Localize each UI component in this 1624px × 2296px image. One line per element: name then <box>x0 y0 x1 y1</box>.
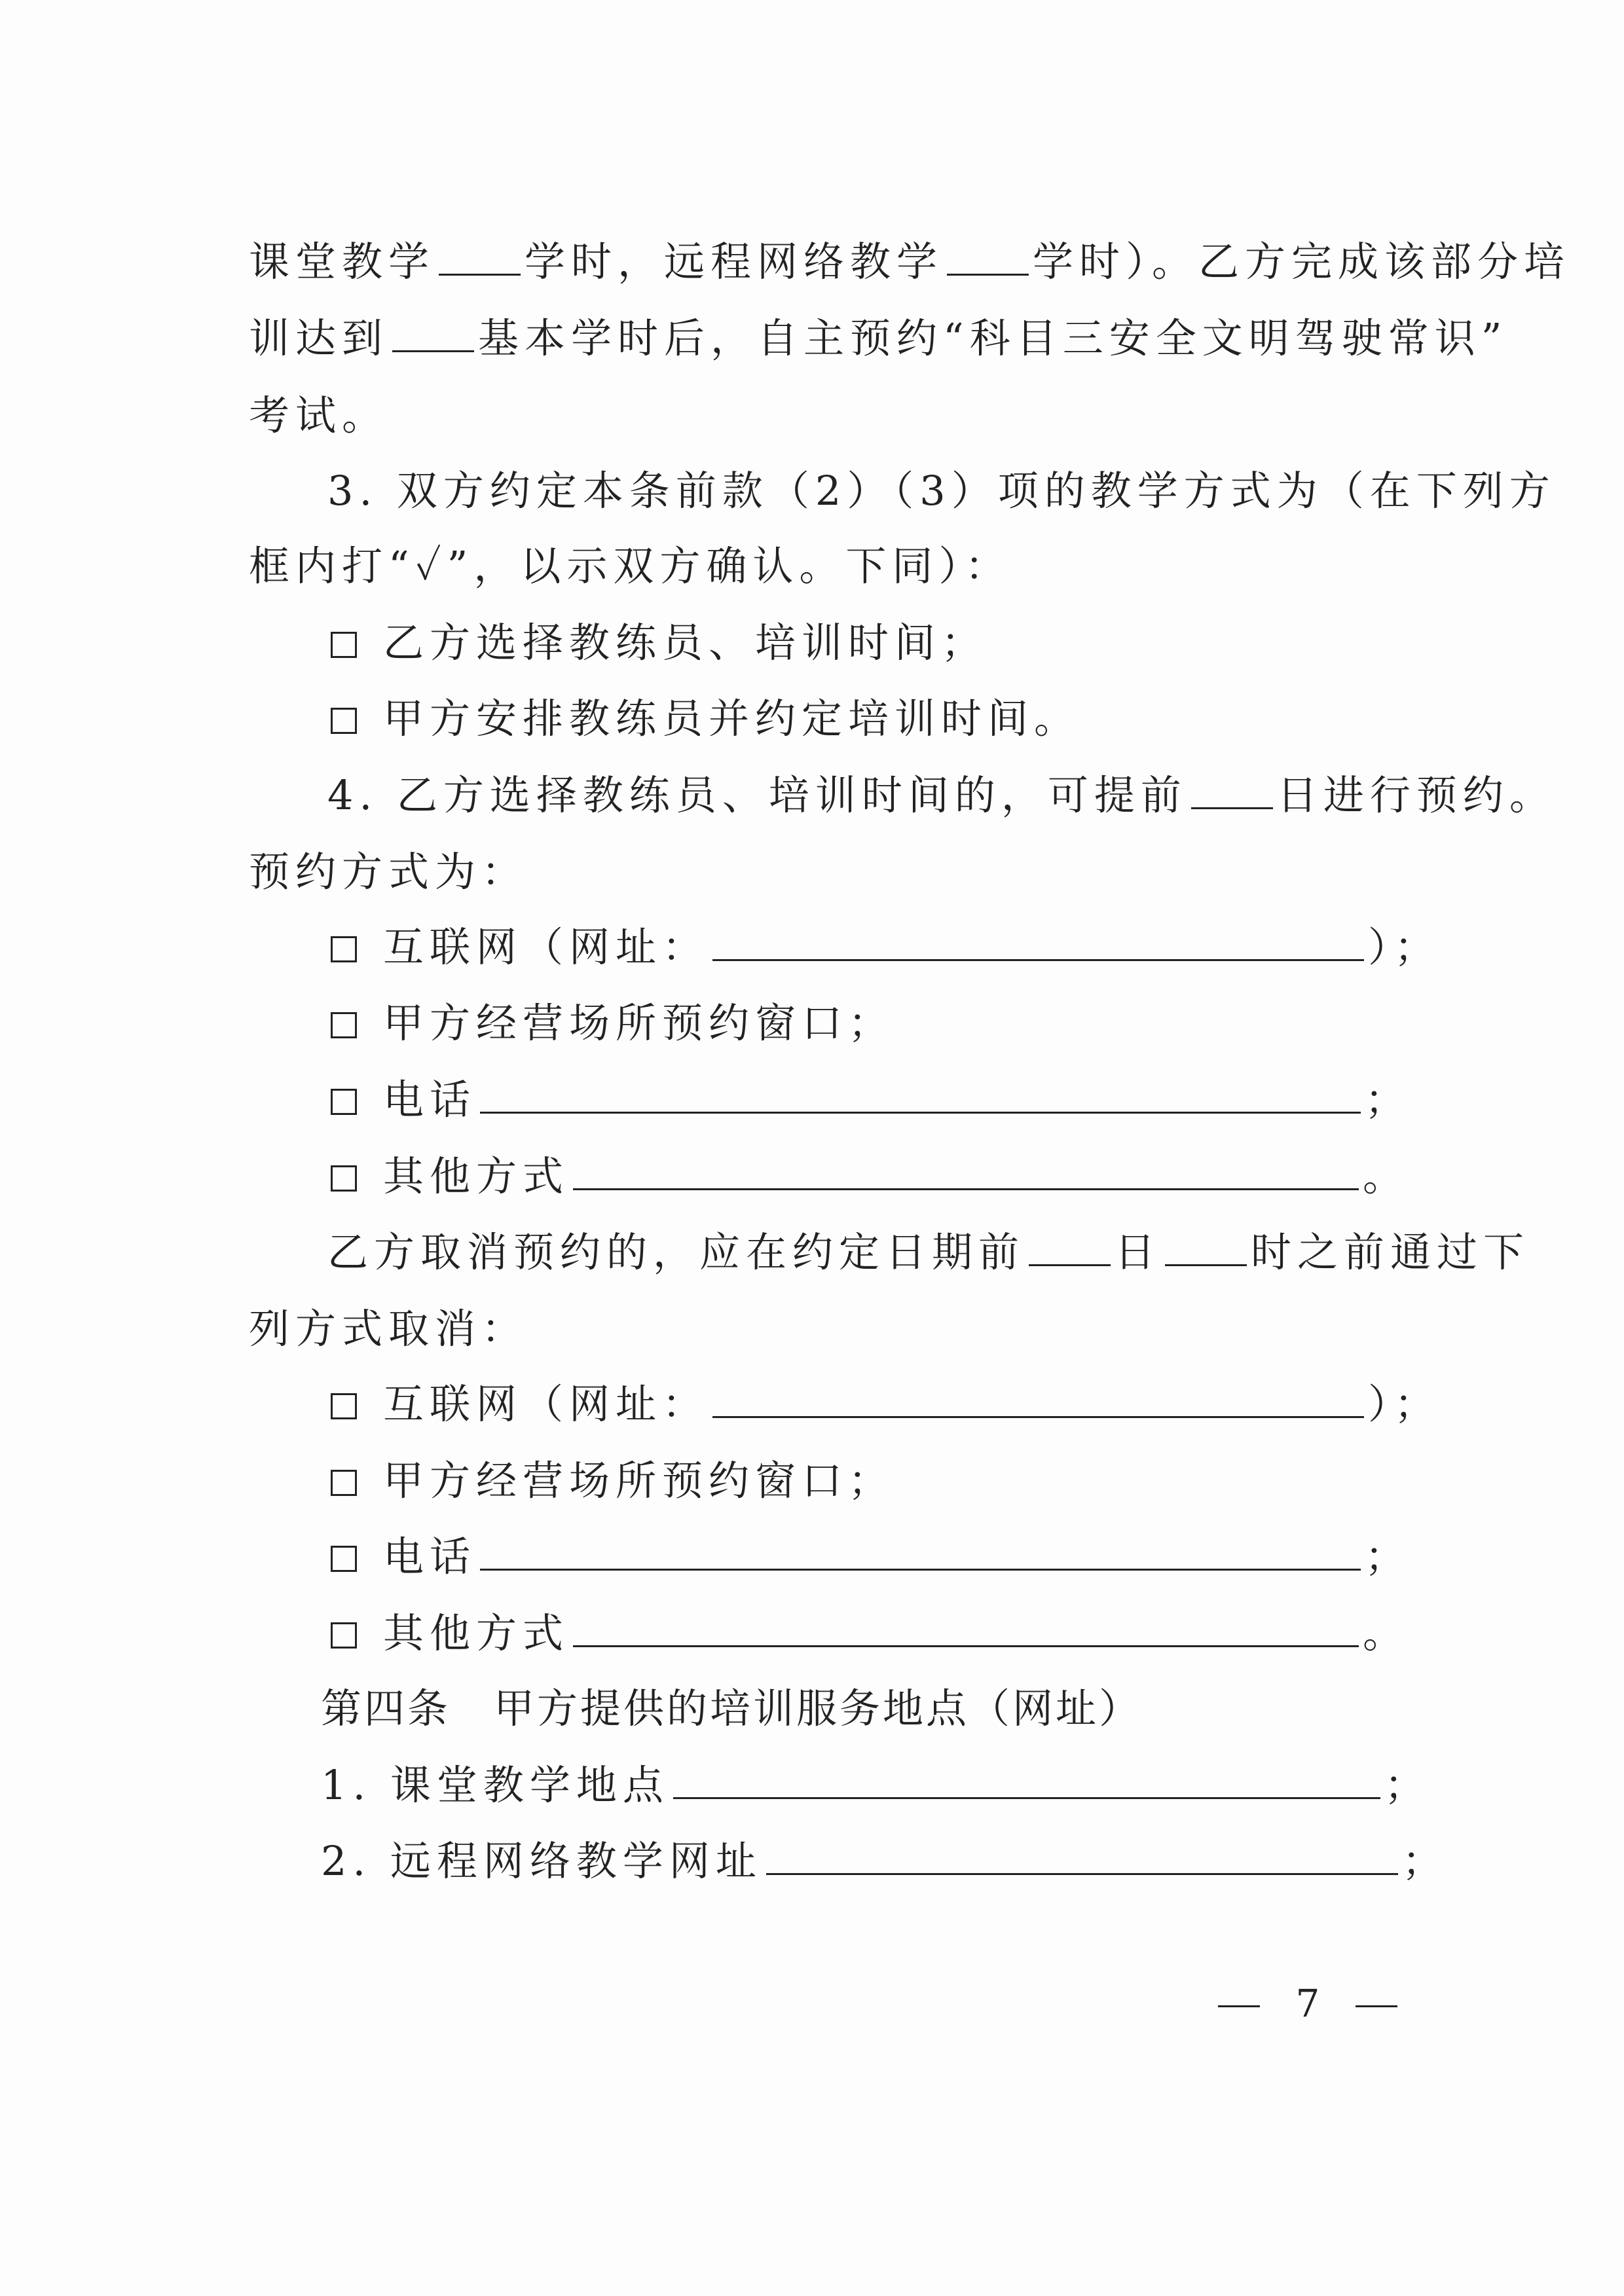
blank-booking-phone[interactable] <box>480 1078 1361 1114</box>
cancel-option-window <box>331 1451 895 1510</box>
checkbox-cancel-internet[interactable] <box>331 1393 357 1419</box>
text-day: 日 <box>1115 1228 1162 1276</box>
checkbox-student-chooses[interactable] <box>331 632 357 658</box>
cancel-methods-label: 列方式取消： <box>249 1305 528 1353</box>
option-suffix: ； <box>1384 1761 1431 1809</box>
cancel-line-1 <box>327 1223 1530 1282</box>
booking-methods-label: 预约方式为： <box>249 848 528 896</box>
text-cancel-via: 时之前通过下 <box>1251 1228 1530 1276</box>
checkbox-cancel-window[interactable] <box>331 1470 357 1496</box>
blank-booking-other[interactable] <box>573 1154 1359 1190</box>
remote-url-line <box>321 1832 1449 1891</box>
paragraph-line-2 <box>249 309 1507 368</box>
checkbox-booking-phone[interactable] <box>331 1089 357 1115</box>
classroom-location-line <box>321 1756 1431 1815</box>
option-suffix: ； <box>1365 1533 1412 1580</box>
booking-option-phone <box>331 1070 1411 1129</box>
blank-cancel-url[interactable] <box>712 1382 1364 1418</box>
blank-cancel-phone[interactable] <box>480 1535 1361 1571</box>
booking-option-other <box>331 1147 1409 1206</box>
blank-booking-url[interactable] <box>712 925 1364 961</box>
article-4-heading: 第四条 甲方提供的培训服务地点（网址） <box>321 1685 1143 1732</box>
clause-3-line-2: 框内打“✓”，以示双方确认。下同）： <box>249 542 1012 590</box>
option-student-chooses <box>331 613 987 672</box>
cancel-option-phone <box>331 1527 1411 1586</box>
checkbox-cancel-other[interactable] <box>331 1622 357 1649</box>
blank-cancel-other[interactable] <box>573 1611 1359 1647</box>
blank-remote-url[interactable] <box>766 1839 1398 1875</box>
option-label: 互联网（网址： <box>383 1380 709 1428</box>
text-advance-booking: 4. 乙方选择教练员、培训时间的，可提前 <box>327 771 1187 819</box>
checkbox-booking-window[interactable] <box>331 1012 357 1038</box>
option-label: 电话 <box>383 1076 477 1123</box>
text-classroom-location: 1. 课堂教学地点 <box>321 1761 669 1809</box>
option-suffix: 。 <box>1363 1152 1410 1200</box>
option-suffix: ； <box>1365 1076 1412 1123</box>
text-reach: 训达到 <box>249 314 389 362</box>
text-completion: 学时）。乙方完成该部分培 <box>1033 238 1571 285</box>
checkbox-booking-internet[interactable] <box>331 936 357 962</box>
clause-4-line-1 <box>327 766 1556 825</box>
clause-3-line-1: 3. 双方约定本条前款（2）（3）项的教学方式为（在下列方 <box>327 467 1556 515</box>
paragraph-line-1 <box>249 232 1570 291</box>
text-remote-hours: 学时，远程网络教学 <box>525 238 944 285</box>
option-label: 乙方选择教练员、培训时间； <box>383 619 988 666</box>
option-label: 互联网（网址： <box>383 923 709 971</box>
checkbox-school-arranges[interactable] <box>331 708 357 734</box>
text-classroom-hours: 课堂教学 <box>249 238 435 285</box>
blank-remote-hours[interactable] <box>947 240 1029 276</box>
option-suffix: ）； <box>1368 1380 1441 1428</box>
cancel-option-other <box>331 1604 1409 1663</box>
option-suffix: 。 <box>1363 1609 1410 1657</box>
option-suffix: ； <box>1401 1837 1449 1885</box>
dash-right <box>1356 2005 1397 2007</box>
text-remote-url: 2. 远程网络教学网址 <box>321 1837 762 1885</box>
option-label: 甲方安排教练员并约定培训时间。 <box>383 695 1081 742</box>
booking-option-internet <box>331 918 1441 977</box>
booking-option-window <box>331 994 895 1053</box>
blank-classroom-location[interactable] <box>673 1763 1380 1799</box>
blank-basic-hours[interactable] <box>392 316 474 352</box>
option-label: 电话 <box>383 1533 477 1580</box>
text-cancel-before: 乙方取消预约的，应在约定日期前 <box>327 1228 1025 1276</box>
blank-advance-days[interactable] <box>1191 773 1273 809</box>
text-booking-end: 日进行预约。 <box>1276 771 1556 819</box>
option-label: 其他方式 <box>383 1609 570 1657</box>
page-number-footer <box>1218 1977 1397 2030</box>
blank-classroom-hours[interactable] <box>439 240 521 276</box>
option-label: 甲方经营场所预约窗口； <box>383 999 895 1047</box>
dash-left <box>1218 2005 1260 2007</box>
page-number: 7 <box>1295 1981 1320 2026</box>
cancel-option-internet <box>331 1375 1441 1434</box>
text-exam-booking: 基本学时后，自主预约“科目三安全文明驾驶常识” <box>478 314 1508 362</box>
option-label: 甲方经营场所预约窗口； <box>383 1457 895 1504</box>
paragraph-line-3: 考试。 <box>249 392 389 439</box>
checkbox-booking-other[interactable] <box>331 1165 357 1192</box>
option-label: 其他方式 <box>383 1152 570 1200</box>
checkbox-cancel-phone[interactable] <box>331 1546 357 1572</box>
blank-cancel-hour[interactable] <box>1165 1230 1247 1266</box>
blank-cancel-days[interactable] <box>1029 1230 1111 1266</box>
option-suffix: ）； <box>1368 923 1441 971</box>
option-school-arranges <box>331 689 1080 748</box>
